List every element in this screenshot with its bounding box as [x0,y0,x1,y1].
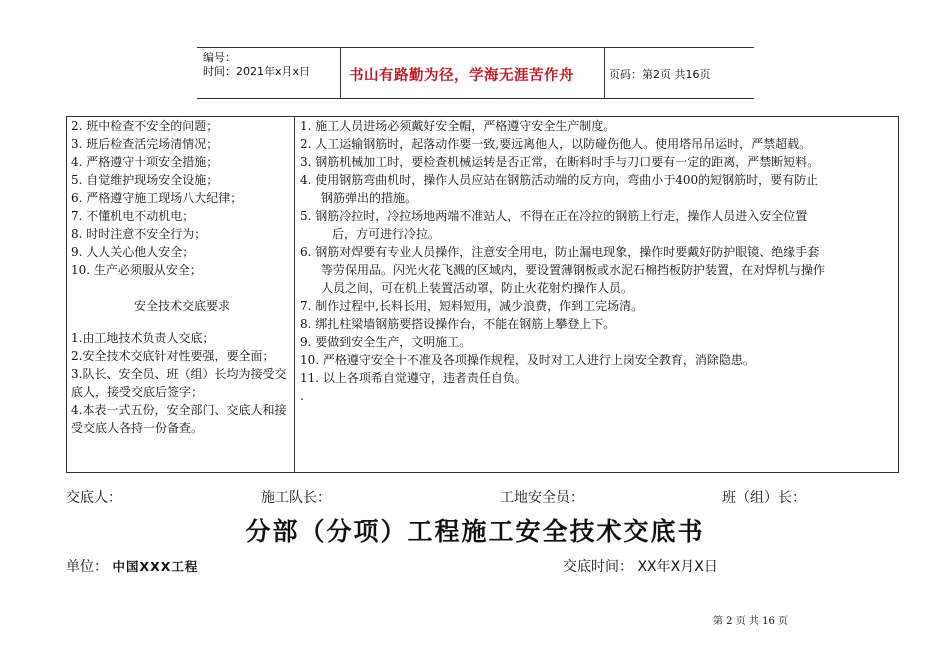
motto-text: 书山有路勤为径，学海无涯苦作舟 [349,67,574,84]
header-page-info: 页码：第2页 共16页 [609,68,711,81]
right-item-continued: 等劳保用品。闪光火花飞溅的区域内，要设置薄钢板或水泥石棉挡板防护装置，在对焊机与操作 [321,263,826,277]
right-item-continued: 人员之间，可在机上装置活动罩，防止火花射灼操作人员。 [321,281,634,295]
requirement-item: 4.本表一式五份，安全部门、交底人和接受交底人各持一份备查。 [71,403,287,435]
unit-label: 单位： [66,559,108,575]
right-item-continued: 钢筋弹出的措施。 [321,191,418,205]
disclosure-table [66,116,899,473]
right-item: 3. 钢筋机械加工时，要检查机械运转是否正常，在断料时手与刀口要有一定的距离，严禁断短料。 [300,155,820,169]
right-item-continued: 后，方可进行冷拉。 [332,227,441,241]
left-item: 7. 不懂机电不动机电； [71,209,195,223]
signature-safety-officer: 工地安全员： [500,490,584,506]
disclosure-date: 交底时间： XX年X月X日 [563,559,718,575]
right-item: 9. 要做到安全生产，文明施工。 [300,335,472,349]
signature-captain: 施工队长： [261,490,331,506]
left-item: 6. 严格遵守施工现场八大纪律； [71,191,243,205]
right-item: 8. 绑扎柱梁墙钢筋要搭设操作台，不能在钢筋上攀登上下。 [300,317,616,331]
left-item: 9. 人人关心他人安全； [71,245,195,259]
requirement-item: 2.安全技术交底针对性要强，要全面； [71,349,275,363]
right-item-dot: . [300,389,304,403]
spacer [71,279,293,297]
left-item: 2. 班中检查不安全的问题； [71,119,219,133]
column-divider [294,117,295,472]
requirements-title: 安全技术交底要求 [133,299,230,313]
signature-handover: 交底人： [66,490,122,506]
right-item: 5. 钢筋冷拉时，冷拉场地两端不准站人，不得在正在冷拉的钢筋上行走，操作人员进入安全位置 [300,209,808,223]
left-item: 8. 时时注意不安全行为； [71,227,207,241]
footer-page-number: 第 2 页 共 16 页 [713,616,788,627]
header-divider-right [604,48,605,98]
unit-line [66,556,198,576]
right-item: 11. 以上各项希自觉遵守，违者责任自负。 [300,371,527,385]
requirement-item: 3.队长、安全员、班（组）长均为接受交底人，接受交底后签字； [71,367,287,399]
requirement-item: 1.由工地技术负责人交底； [71,331,215,345]
page-header [197,47,754,99]
right-item: 10. 严格遵守安全十不准及各项操作规程，及时对工人进行上岗安全教育，消除隐患。 [300,353,755,367]
right-item: 6. 钢筋对焊要有专业人员操作，注意安全用电，防止漏电现象，操作时要戴好防护眼镜、绝缘手套 [300,245,820,259]
left-item: 5. 自觉维护现场安全设施； [71,173,219,187]
document-title: 分部（分项）工程施工安全技术交底书 [245,517,705,546]
unit-value: 中国XXX工程 [112,559,199,574]
left-column [71,117,293,437]
left-item: 3. 班后检查活完场清情况； [71,137,219,151]
spacer [71,315,293,329]
right-item: 7. 制作过程中,长料长用，短料短用，减少浪费，作到工完场清。 [300,299,644,313]
signature-team-leader: 班（组）长： [722,490,806,506]
header-meta [203,51,310,79]
left-item: 10. 生产必须服从安全； [71,263,202,277]
right-item: 2. 人工运输钢筋时，起落动作要一致,要远离他人，以防碰伤他人。使用塔吊吊运时，严禁超载。 [300,137,812,151]
right-column [300,117,896,405]
time-label: 时间：2021年x月x日 [203,65,311,78]
left-item: 4. 严格遵守十项安全措施； [71,155,219,169]
right-item: 1. 施工人员进场必须戴好安全帽，严格遵守安全生产制度。 [300,119,616,133]
header-divider-left [340,48,341,98]
right-item: 4. 使用钢筋弯曲机时，操作人员应站在钢筋活动端的反方向，弯曲小于400的短钢筋时，要有防止 [300,173,819,187]
number-label: 编号： [203,51,236,64]
